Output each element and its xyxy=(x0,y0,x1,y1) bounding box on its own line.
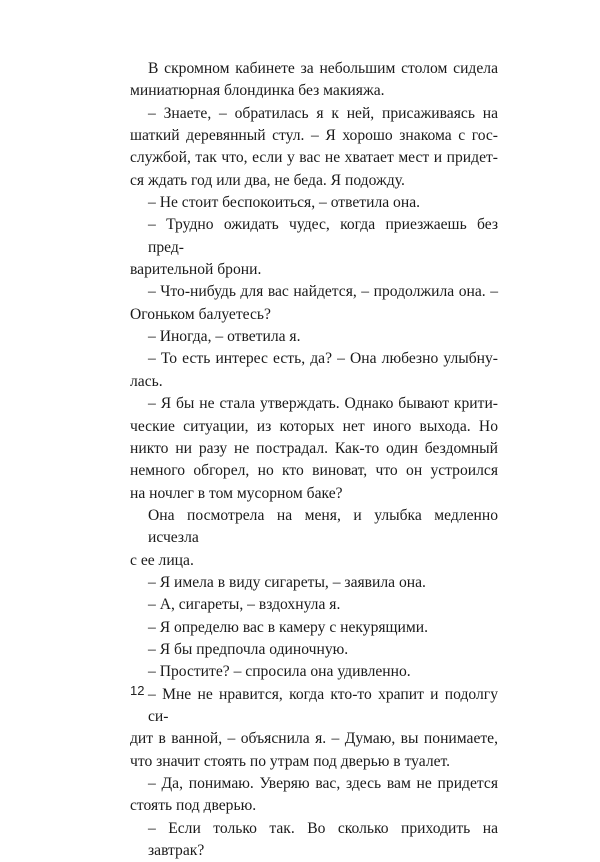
text-line: – Да, понимаю. Уверяю вас, здесь вам не придется xyxy=(148,775,498,792)
page-number: 12 xyxy=(130,683,145,698)
text-line: лась. xyxy=(130,372,163,390)
text-line: стоять под дверью. xyxy=(130,797,257,815)
text-line: – А, сигареты, – вздохнула я. xyxy=(148,596,341,614)
text-line: дит в ванной, – объяснила я. – Думаю, вы понимаете, xyxy=(130,730,498,748)
text-line: – Трудно ожидать чудес, когда приезжаешь без пред- xyxy=(148,216,498,256)
text-line: никто ни разу не пострадал. Как-то один бездомный xyxy=(130,439,498,457)
text-line: – Я бы предпочла одиночную. xyxy=(148,640,349,658)
text-line: Огоньком балуетесь? xyxy=(130,305,271,323)
text-line: – Мне не нравится, когда кто-то храпит и подолгу си- xyxy=(148,685,498,725)
text-line: – Я имела в виду сигареты, – заявила она. xyxy=(148,573,426,591)
text-line: варительной брони. xyxy=(130,261,262,279)
text-line: – Что-нибудь для вас найдется, – продолжила она. – xyxy=(148,283,498,301)
text-line: ся ждать год или два, не беда. Я подожду. xyxy=(130,171,405,189)
text-line: – Знаете, – обратилась я к ней, присаживаясь на xyxy=(148,104,498,122)
text-line: – Я бы не стала утверждать. Однако бывают крити- xyxy=(148,395,498,413)
text-line: – Иногда, – ответила я. xyxy=(148,328,301,346)
text-line: с ее лица. xyxy=(130,551,194,569)
text-line: – Я определю вас в камеру с некурящими. xyxy=(148,618,429,636)
text-line: – Простите? – спросила она удивленно. xyxy=(148,663,411,681)
text-line: – То есть интерес есть, да? – Она любезно улыбну- xyxy=(148,350,498,368)
text-line: В скромном кабинете за небольшим столом сидела xyxy=(148,60,498,77)
text-line: – Не стоит беспокоиться, – ответила она. xyxy=(148,194,421,212)
text-line: – Если только так. Во сколько приходить на завтрак? xyxy=(148,819,498,860)
text-line: миниатюрная блондинка без макияжа. xyxy=(130,82,385,100)
text-line: немного обгорел, но кто виноват, что он устроился xyxy=(130,462,498,480)
text-line: Она посмотрела на меня, и улыбка медленно исчезла xyxy=(148,506,498,547)
text-line: что значит стоять по утрам под дверью в туалет. xyxy=(130,752,451,770)
text-line: службой, так что, если у вас не хватает мест и придет- xyxy=(130,149,498,167)
text-line: шаткий деревянный стул. – Я хорошо знакома с гос- xyxy=(130,127,498,145)
text-line: ческие ситуации, из которых нет иного выхода. Но xyxy=(130,417,498,435)
text-line: на ночлег в том мусорном баке? xyxy=(130,484,343,502)
body-text xyxy=(130,58,498,862)
